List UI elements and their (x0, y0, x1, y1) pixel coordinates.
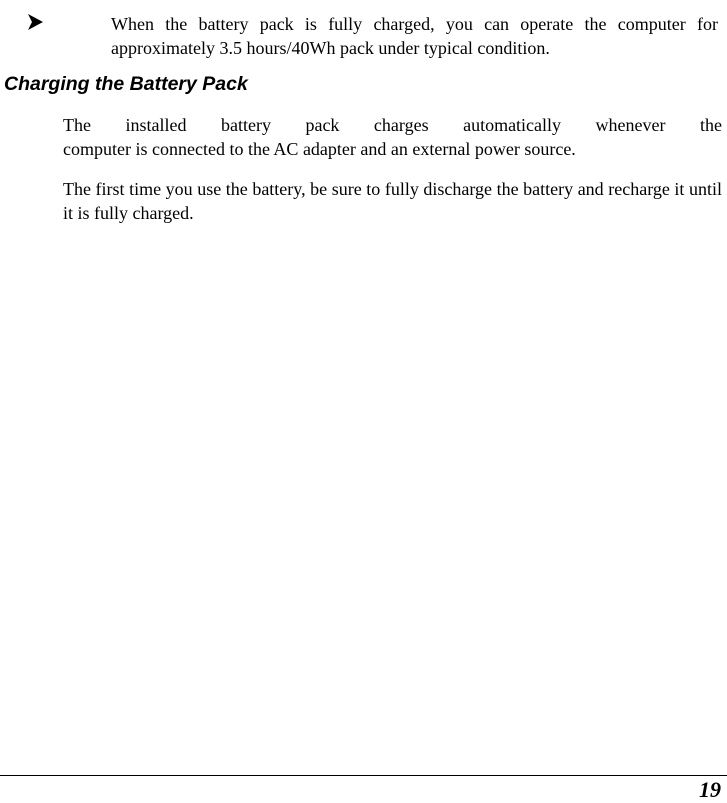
paragraph-auto-charge-line-1: The installed battery pack charges automatically whenever the (63, 115, 722, 135)
paragraph-auto-charge-line-2: computer is connected to the AC adapter and an external power source. (63, 139, 576, 159)
footer-divider (0, 775, 727, 776)
paragraph-auto-charge (63, 113, 722, 161)
bullet-text: When the battery pack is fully charged, you can operate the computer for approximately 3.5 hours/40Wh pack under typical condition. (111, 14, 718, 58)
paragraph-first-use: The first time you use the battery, be sure to fully discharge the battery and recharge it until it is fully charged. (63, 179, 722, 223)
arrowhead-bullet-icon (26, 12, 46, 32)
section-heading: Charging the Battery Pack (4, 73, 248, 95)
page-number: 19 (699, 777, 721, 802)
